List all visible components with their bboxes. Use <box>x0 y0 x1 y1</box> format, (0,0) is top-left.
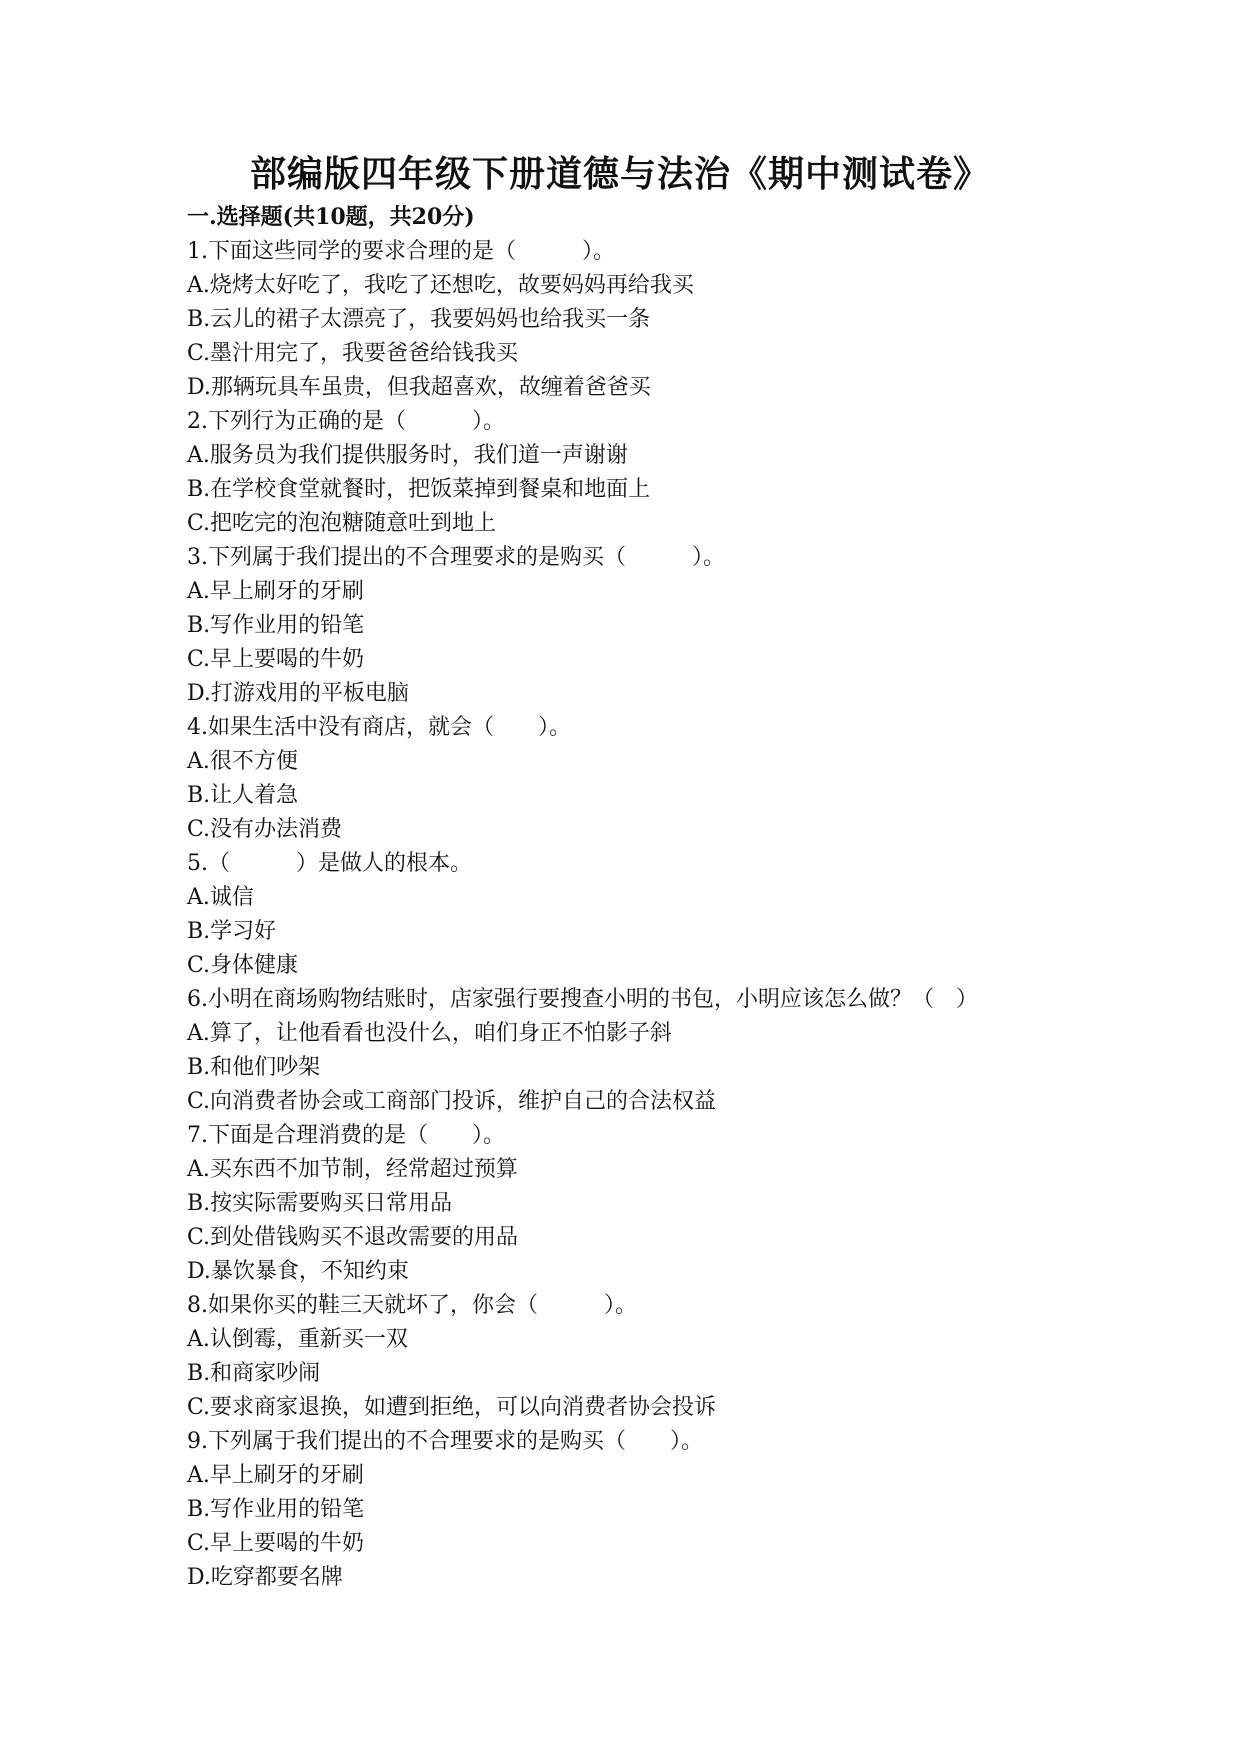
section-heading: 一.选择题(共10题，共20分) <box>187 204 475 230</box>
question-stem: 5.（ ）是做人的根本。 <box>187 851 472 876</box>
question-stem: 1.下面这些同学的要求合理的是（ ）。 <box>187 239 615 264</box>
option-b: B.学习好 <box>187 919 277 944</box>
option-d: D.吃穿都要名牌 <box>187 1565 343 1590</box>
page-title: 部编版四年级下册道德与法治《期中测试卷》 <box>249 153 990 195</box>
question-stem: 4.如果生活中没有商店，就会（ ）。 <box>187 715 571 740</box>
option-a: A.早上刷牙的牙刷 <box>187 1463 364 1488</box>
option-b: B.写作业用的铅笔 <box>187 1497 365 1522</box>
option-d: D.那辆玩具车虽贵，但我超喜欢，故缠着爸爸买 <box>187 375 651 400</box>
question-1 <box>187 235 1067 405</box>
question-8 <box>187 1289 1067 1425</box>
option-c: C.到处借钱购买不退改需要的用品 <box>187 1225 519 1250</box>
question-3 <box>187 541 1067 711</box>
question-2 <box>187 405 1067 541</box>
question-6 <box>187 983 1067 1119</box>
option-b: B.按实际需要购买日常用品 <box>187 1191 453 1216</box>
option-b: B.和商家吵闹 <box>187 1361 321 1386</box>
question-stem: 7.下面是合理消费的是（ ）。 <box>187 1123 505 1148</box>
option-a: A.买东西不加节制，经常超过预算 <box>187 1157 518 1182</box>
option-d: D.打游戏用的平板电脑 <box>187 681 409 706</box>
option-b: B.和他们吵架 <box>187 1055 321 1080</box>
option-c: C.把吃完的泡泡糖随意吐到地上 <box>187 511 497 536</box>
question-stem: 8.如果你买的鞋三天就坏了，你会（ ）。 <box>187 1293 637 1318</box>
question-5 <box>187 847 1067 983</box>
option-a: A.算了，让他看看也没什么，咱们身正不怕影子斜 <box>187 1021 672 1046</box>
option-b: B.在学校食堂就餐时，把饭菜掉到餐桌和地面上 <box>187 477 651 502</box>
question-stem: 3.下列属于我们提出的不合理要求的是购买（ ）。 <box>187 545 725 570</box>
option-a: A.很不方便 <box>187 749 298 774</box>
question-9 <box>187 1425 1067 1595</box>
option-b: B.让人着急 <box>187 783 299 808</box>
option-c: C.早上要喝的牛奶 <box>187 1531 365 1556</box>
question-7 <box>187 1119 1067 1289</box>
option-b: B.写作业用的铅笔 <box>187 613 365 638</box>
option-d: D.暴饮暴食，不知约束 <box>187 1259 409 1284</box>
question-stem: 6.小明在商场购物结账时，店家强行要搜查小明的书包，小明应该怎么做？（ ） <box>187 987 978 1012</box>
option-c: C.要求商家退换，如遭到拒绝，可以向消费者协会投诉 <box>187 1395 717 1420</box>
option-a: A.早上刷牙的牙刷 <box>187 579 364 604</box>
option-a: A.烧烤太好吃了，我吃了还想吃，故要妈妈再给我买 <box>187 273 694 298</box>
option-c: C.向消费者协会或工商部门投诉，维护自己的合法权益 <box>187 1089 717 1114</box>
option-a: A.认倒霉，重新买一双 <box>187 1327 408 1352</box>
question-stem: 9.下列属于我们提出的不合理要求的是购买（ ）。 <box>187 1429 703 1454</box>
question-4 <box>187 711 1067 847</box>
option-c: C.身体健康 <box>187 953 299 978</box>
option-a: A.诚信 <box>187 885 254 910</box>
question-stem: 2.下列行为正确的是（ ）。 <box>187 409 505 434</box>
question-list <box>187 235 1067 1595</box>
option-a: A.服务员为我们提供服务时，我们道一声谢谢 <box>187 443 628 468</box>
option-c: C.早上要喝的牛奶 <box>187 647 365 672</box>
option-c: C.没有办法消费 <box>187 817 343 842</box>
option-b: B.云儿的裙子太漂亮了，我要妈妈也给我买一条 <box>187 307 651 332</box>
option-c: C.墨汁用完了，我要爸爸给钱我买 <box>187 341 519 366</box>
